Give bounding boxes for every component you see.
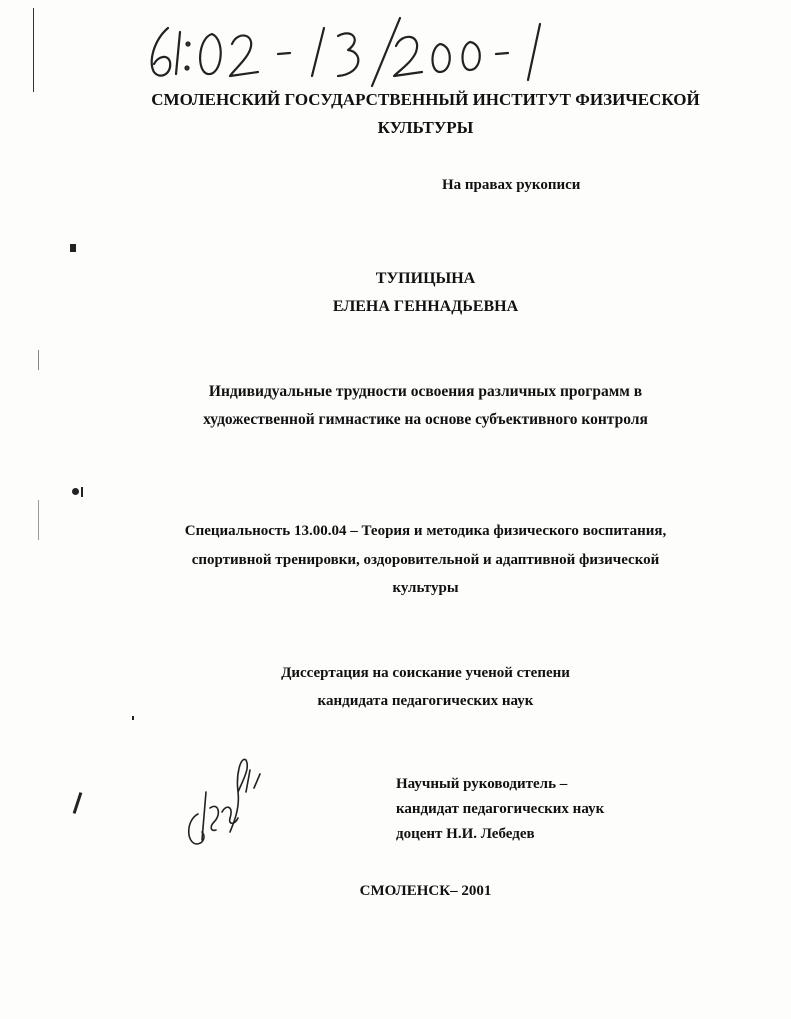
margin-mark	[38, 350, 39, 370]
degree-line-1: Диссертация на соискание ученой степени	[281, 665, 570, 681]
author-given-names: ЕЛЕНА ГЕННАДЬЕВНА	[332, 298, 519, 315]
specialty-line-3: культуры	[392, 580, 459, 596]
specialty-line-1: Специальность 13.00.04 – Теория и методика физического воспитания,	[184, 523, 667, 539]
supervisor-line-3: доцент Н.И. Лебедев	[396, 826, 535, 842]
signature	[180, 752, 270, 852]
margin-mark	[132, 716, 134, 720]
supervisor-line-1: Научный руководитель –	[396, 776, 568, 792]
margin-mark	[81, 487, 83, 497]
margin-mark	[73, 792, 83, 814]
handwritten-archive-number	[140, 10, 600, 90]
supervisor-line-2: кандидат педагогических наук	[396, 801, 605, 817]
specialty-line-2: спортивной тренировки, оздоровительной и адаптивной физической	[191, 552, 660, 568]
thesis-title-line-2: художественной гимнастике на основе субъективного контроля	[203, 411, 648, 428]
institution-line-1: СМОЛЕНСКИЙ ГОСУДАРСТВЕННЫЙ ИНСТИТУТ ФИЗИЧЕСКОЙ	[151, 90, 700, 109]
institution-line-2: КУЛЬТУРЫ	[377, 118, 474, 137]
rights-note: На правах рукописи	[442, 177, 581, 193]
city-year: СМОЛЕНСК– 2001	[359, 883, 492, 899]
degree-line-2: кандидата педагогических наук	[317, 693, 534, 709]
margin-mark	[70, 244, 76, 252]
thesis-title-line-1: Индивидуальные трудности освоения различных программ в	[208, 383, 643, 400]
margin-mark	[72, 488, 79, 495]
author-surname: ТУПИЦЫНА	[375, 270, 476, 287]
margin-rule	[33, 8, 34, 92]
